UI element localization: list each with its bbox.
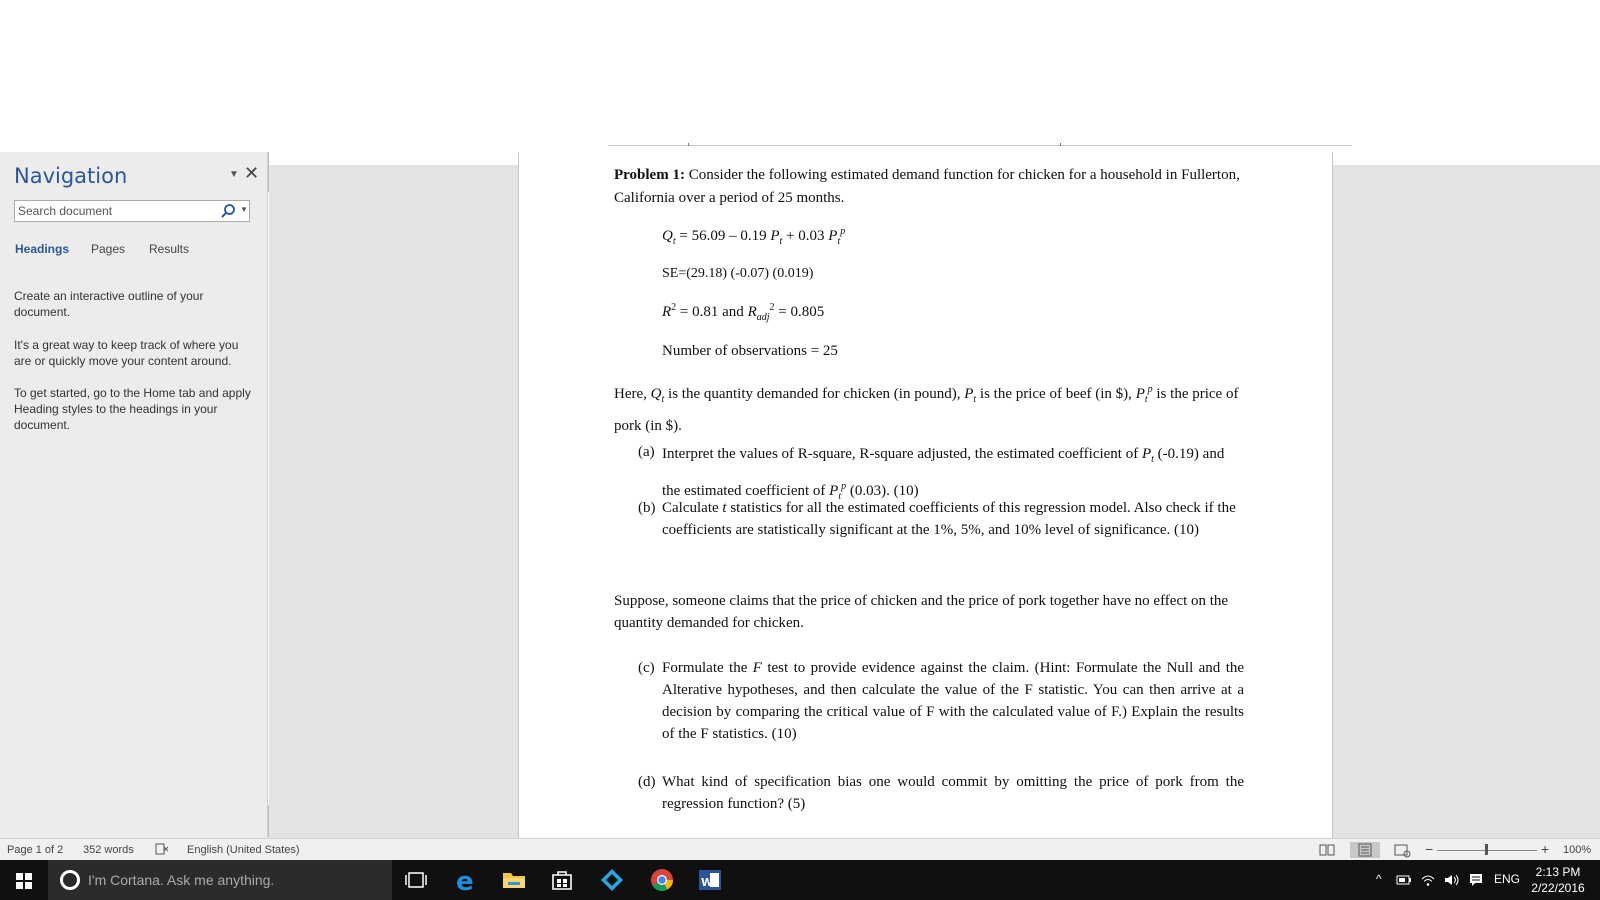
question-b xyxy=(638,497,1244,567)
claim-paragraph: Suppose, someone claims that the price of chicken and the price of pork together have no effect on the quantity demanded for chicken. xyxy=(614,593,1229,631)
question-a-part-1: Interpret the values of R-square, R-square adjusted, the estimated coefficient of xyxy=(662,446,1139,462)
question-a xyxy=(638,441,1244,502)
document-page[interactable] xyxy=(518,152,1333,838)
question-b-part-2: statistics for all the estimated coefficients of this regression model. Also check if the coefficients are statistically significant at the 1%, 5%, and 10% level of significance. (10) xyxy=(662,500,1236,538)
pane-options-icon[interactable]: ▼ xyxy=(229,169,239,180)
page-count[interactable]: Page 1 of 2 xyxy=(7,844,64,856)
zoom-out-button[interactable]: − xyxy=(1425,841,1434,857)
r-squared-line: $R^2 = 0.81$ and $R_{adj}^2 = 0.805$ xyxy=(662,302,825,323)
problem-intro xyxy=(614,164,1244,210)
wifi-icon[interactable] xyxy=(1420,873,1436,887)
word-count[interactable]: 352 words xyxy=(83,844,134,856)
battery-icon[interactable] xyxy=(1396,873,1412,887)
question-a-part-3: (0.03). (10) xyxy=(849,483,919,499)
print-layout-icon[interactable] xyxy=(1350,842,1380,858)
search-box[interactable] xyxy=(14,200,250,222)
svg-text:e: e xyxy=(456,867,474,897)
here-text-3: is the price of beef (in $), xyxy=(979,386,1132,402)
question-a-part-2: (-0.19) and the estimated coefficient of xyxy=(662,446,1225,499)
navigation-title: Navigation xyxy=(14,164,128,188)
search-input[interactable] xyxy=(15,201,215,221)
equation-tail: + 0.03 xyxy=(786,228,825,244)
store-icon[interactable] xyxy=(538,860,586,900)
cortana-icon xyxy=(60,870,80,890)
question-c-label: (c) xyxy=(638,660,655,676)
clock-date: 2/22/2016 xyxy=(1531,881,1585,895)
chrome-icon[interactable] xyxy=(638,860,686,900)
close-icon[interactable]: ✕ xyxy=(244,163,260,183)
word-icon[interactable] xyxy=(686,860,734,900)
zoom-in-button[interactable]: + xyxy=(1541,841,1550,857)
nav-message-3: To get started, go to the Home tab and apply Heading styles to the headings in your document. xyxy=(14,386,251,432)
cortana-placeholder: I'm Cortana. Ask me anything. xyxy=(88,872,275,888)
question-d-text: What kind of specification bias one would commit by omitting the price of pork from the regression function? (5) xyxy=(662,774,1244,812)
svg-text:W: W xyxy=(701,876,714,889)
question-d xyxy=(638,771,1244,817)
proofing-icon[interactable] xyxy=(155,843,169,855)
action-center-icon[interactable] xyxy=(1468,872,1484,888)
read-mode-icon[interactable] xyxy=(1317,842,1337,858)
here-text-4: is the price of pork (in $). xyxy=(614,386,1239,434)
intro-text: Consider the following estimated demand function for chicken for a household in Fullerton, California over a period of 25 months. xyxy=(614,167,1240,206)
task-view-icon[interactable] xyxy=(392,860,440,900)
here-text-2: is the quantity demanded for chicken (in pound), xyxy=(668,386,961,402)
zoom-level[interactable]: 100% xyxy=(1563,844,1592,856)
file-explorer-icon[interactable] xyxy=(490,860,538,900)
web-layout-icon[interactable] xyxy=(1392,842,1412,858)
taskbar xyxy=(0,860,1600,900)
show-hidden-icons-icon[interactable]: ^ xyxy=(1376,872,1382,886)
tab-results[interactable]: Results xyxy=(149,242,190,256)
tab-headings[interactable]: Headings xyxy=(15,242,70,256)
language-status[interactable]: English (United States) xyxy=(187,844,300,856)
horizontal-ruler xyxy=(608,145,1352,149)
question-d-label: (d) xyxy=(638,774,656,790)
search-icon[interactable] xyxy=(220,203,236,219)
kodi-icon[interactable] xyxy=(588,860,636,900)
standard-errors: SE=(29.18) (-0.07) (0.019) xyxy=(662,266,814,281)
edge-browser-icon[interactable] xyxy=(442,860,490,900)
clock-time: 2:13 PM xyxy=(1535,865,1581,879)
r2adj-value: = 0.805 xyxy=(778,304,825,320)
question-c-part-2: test to provide evidence against the claim. (Hint: Formulate the Null and the Alterative hypotheses, and then calculate the value of the F statistic. You can then arrive at a decision by comparing the critical value of F with the calculated value of F.) Explain the results of the F statistics. (10) xyxy=(662,660,1245,742)
status-bar xyxy=(0,838,1600,860)
variable-definitions: Here, $Q_t$ is the quantity demanded for chicken (in pound), $P_t$ is the price of beef (in $), $P_t^p$ is the price of pork (in $). xyxy=(614,384,1239,434)
demand-equation: $Q_t = 56.09 - 0.19$ $P_t + 0.03$ $P_t^p$ xyxy=(662,226,846,247)
question-b-part-1: Calculate xyxy=(662,500,719,516)
question-c-text: Formulate the F test to provide evidence against the claim. (Hint: Formulate the Null and the Alterative hypotheses, and then calculate the value of the F statistic. You can then arrive at a decision by comparing the critical value of F with the calculated value of F.) Explain the results of the F statistics. (10) xyxy=(662,660,1245,742)
input-language[interactable]: ENG xyxy=(1494,872,1521,886)
volume-icon[interactable] xyxy=(1443,873,1461,887)
nav-message-2: It's a great way to keep track of where you are or quickly move your content around. xyxy=(14,338,239,368)
navigation-pane xyxy=(0,152,268,838)
top-blank-area xyxy=(0,0,1600,148)
r2-value: = 0.81 xyxy=(679,304,719,320)
question-c xyxy=(638,657,1244,747)
search-options-icon[interactable]: ▼ xyxy=(240,205,248,214)
and-word: and xyxy=(722,304,744,320)
windows-start-icon[interactable] xyxy=(0,860,48,900)
problem-label: Problem 1: xyxy=(614,167,685,183)
here-text-1: Here, xyxy=(614,386,647,402)
system-clock[interactable] xyxy=(1520,864,1596,896)
question-b-label: (b) xyxy=(638,500,656,516)
nav-message-1: Create an interactive outline of your document. xyxy=(14,289,204,319)
tab-pages[interactable]: Pages xyxy=(91,242,126,256)
observations: Number of observations = 25 xyxy=(662,343,838,359)
zoom-slider-thumb[interactable] xyxy=(1485,844,1488,855)
cortana-search-box[interactable] xyxy=(48,860,392,900)
question-a-label: (a) xyxy=(638,444,655,460)
question-a-text: Interpret the values of R-square, R-square adjusted, the estimated coefficient of $P_t$ (-0.19) and the estimated coefficient of $P_t^p$ (0.03). (10) xyxy=(662,446,1225,502)
question-b-text: Calculate t statistics for all the estimated coefficients of this regression model. Also check if the coefficients are statistically significant at the 1%, 5%, and 10% level of significance. (10) xyxy=(662,500,1236,538)
question-c-part-1: Formulate the xyxy=(662,660,748,676)
equation-body: = 56.09 – 0.19 xyxy=(679,228,767,244)
